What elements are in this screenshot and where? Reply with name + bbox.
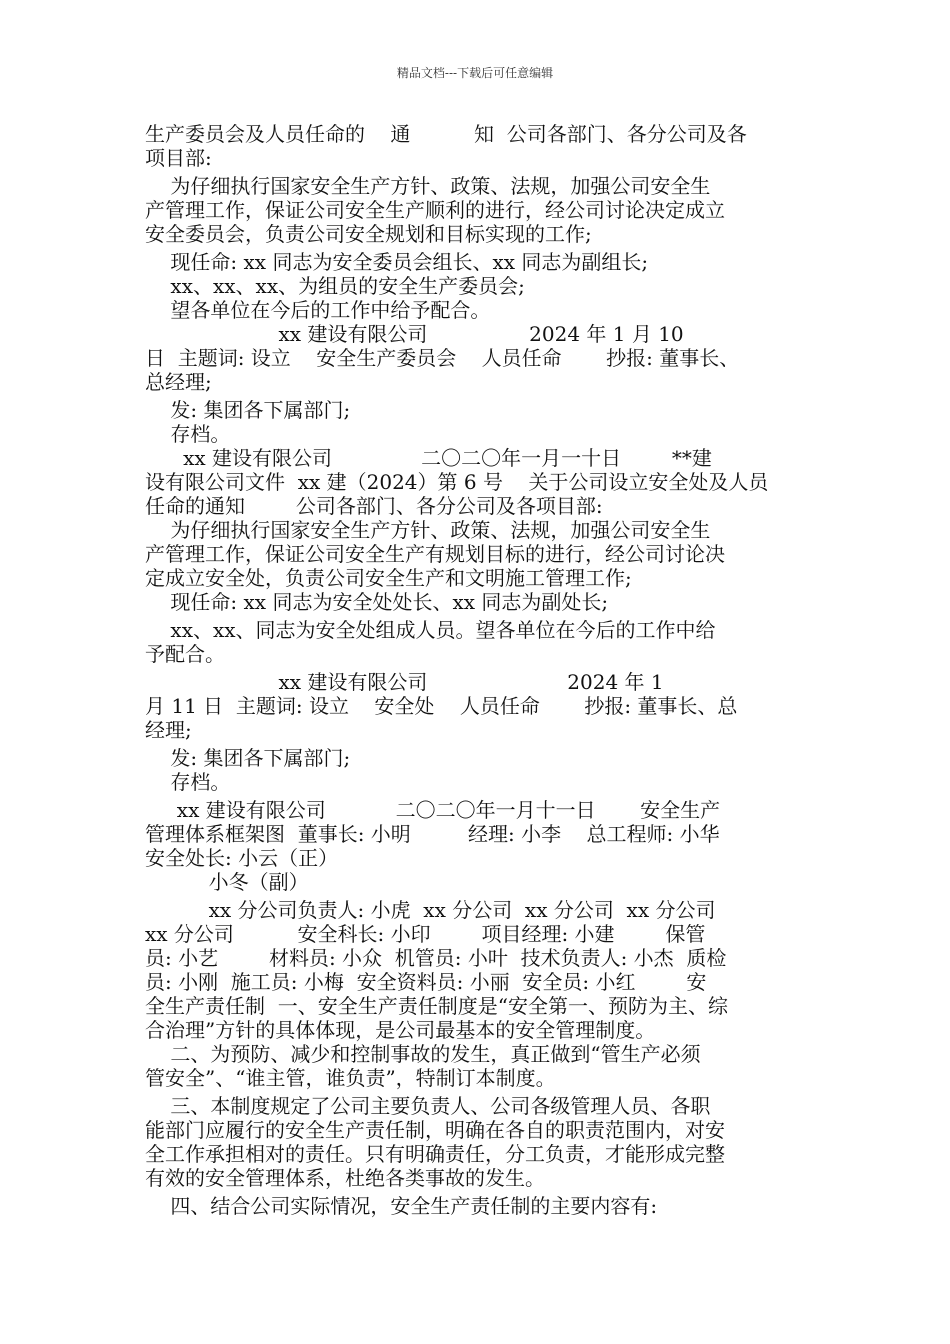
text-line: 为仔细执行国家安全生产方针、政策、法规，加强公司安全生 bbox=[145, 174, 711, 198]
text-line: 予配合。 bbox=[145, 642, 225, 666]
text-line: xx、xx、同志为安全处组成人员。望各单位在今后的工作中给 bbox=[145, 618, 716, 642]
text-line: 小冬（副） bbox=[145, 870, 309, 894]
text-line: 月 11 日 主题词: 设立 安全处 人员任命 抄报: 董事长、总 bbox=[145, 694, 738, 718]
text-line: 发: 集团各下属部门; bbox=[145, 746, 351, 770]
text-line: 设有限公司文件 xx 建（2024）第 6 号 关于公司设立安全处及人员 bbox=[145, 470, 769, 494]
text-line: 定成立安全处，负责公司安全生产和文明施工管理工作; bbox=[145, 566, 632, 590]
text-line: xx 建设有限公司 2024 年 1 月 10 bbox=[145, 322, 684, 346]
text-line: 生产委员会及人员任命的 通 知 公司各部门、各分公司及各 bbox=[145, 122, 747, 146]
text-line: 全生产责任制 一、安全生产责任制度是“安全第一、预防为主、综 bbox=[145, 994, 728, 1018]
text-line: xx、xx、xx、为组员的安全生产委员会; bbox=[145, 274, 525, 298]
text-line: 日 主题词: 设立 安全生产委员会 人员任命 抄报: 董事长、 bbox=[145, 346, 740, 370]
text-line: xx 建设有限公司 2024 年 1 bbox=[145, 670, 664, 694]
text-line: 存档。 bbox=[145, 422, 231, 446]
text-line: 管理体系框架图 董事长: 小明 经理: 小李 总工程师: 小华 bbox=[145, 822, 720, 846]
text-line: 安全处长: 小云（正） bbox=[145, 846, 339, 870]
text-line: 管安全”、“谁主管，谁负责”，特制订本制度。 bbox=[145, 1066, 556, 1090]
text-line: 三、本制度规定了公司主要负责人、公司各级管理人员、各职 bbox=[145, 1094, 711, 1118]
text-line: 项目部: bbox=[145, 146, 212, 170]
text-line: 二、为预防、减少和控制事故的发生，真正做到“管生产必须 bbox=[145, 1042, 701, 1066]
text-line: xx 分公司负责人: 小虎 xx 分公司 xx 分公司 xx 分公司 bbox=[145, 898, 716, 922]
text-line: 员: 小刚 施工员: 小梅 安全资料员: 小丽 安全员: 小红 安 bbox=[145, 970, 707, 994]
text-line: 存档。 bbox=[145, 770, 231, 794]
text-line: 总经理; bbox=[145, 370, 212, 394]
text-line: 产管理工作，保证公司安全生产顺利的进行，经公司讨论决定成立 bbox=[145, 198, 725, 222]
text-line: 任命的通知 公司各部门、各分公司及各项目部: bbox=[145, 494, 603, 518]
text-line: 合治理”方针的具体体现，是公司最基本的安全管理制度。 bbox=[145, 1018, 656, 1042]
page-header: 精品文档---下载后可任意编辑 bbox=[396, 66, 554, 80]
text-line: 安全委员会，负责公司安全规划和目标实现的工作; bbox=[145, 222, 592, 246]
text-line: 为仔细执行国家安全生产方针、政策、法规，加强公司安全生 bbox=[145, 518, 711, 542]
text-line: 有效的安全管理体系，杜绝各类事故的发生。 bbox=[145, 1166, 545, 1190]
text-line: 能部门应履行的安全生产责任制，明确在各自的职责范围内，对安 bbox=[145, 1118, 725, 1142]
text-line: 产管理工作，保证公司安全生产有规划目标的进行，经公司讨论决 bbox=[145, 542, 725, 566]
text-line: xx 分公司 安全科长: 小印 项目经理: 小建 保管 bbox=[145, 922, 706, 946]
text-line: 四、结合公司实际情况，安全生产责任制的主要内容有: bbox=[145, 1194, 658, 1218]
text-line: 全工作承担相对的责任。只有明确责任，分工负责，才能形成完整 bbox=[145, 1142, 725, 1166]
text-line: 员: 小艺 材料员: 小众 机管员: 小叶 技术负责人: 小杰 质检 bbox=[145, 946, 727, 970]
text-line: 望各单位在今后的工作中给予配合。 bbox=[145, 298, 491, 322]
text-line: xx 建设有限公司 二〇二〇年一月一十日 **建 bbox=[145, 446, 712, 470]
text-line: 经理; bbox=[145, 718, 192, 742]
text-line: xx 建设有限公司 二〇二〇年一月十一日 安全生产 bbox=[145, 798, 721, 822]
text-line: 现任命: xx 同志为安全处处长、xx 同志为副处长; bbox=[145, 590, 609, 614]
text-line: 发: 集团各下属部门; bbox=[145, 398, 351, 422]
text-line: 现任命: xx 同志为安全委员会组长、xx 同志为副组长; bbox=[145, 250, 649, 274]
